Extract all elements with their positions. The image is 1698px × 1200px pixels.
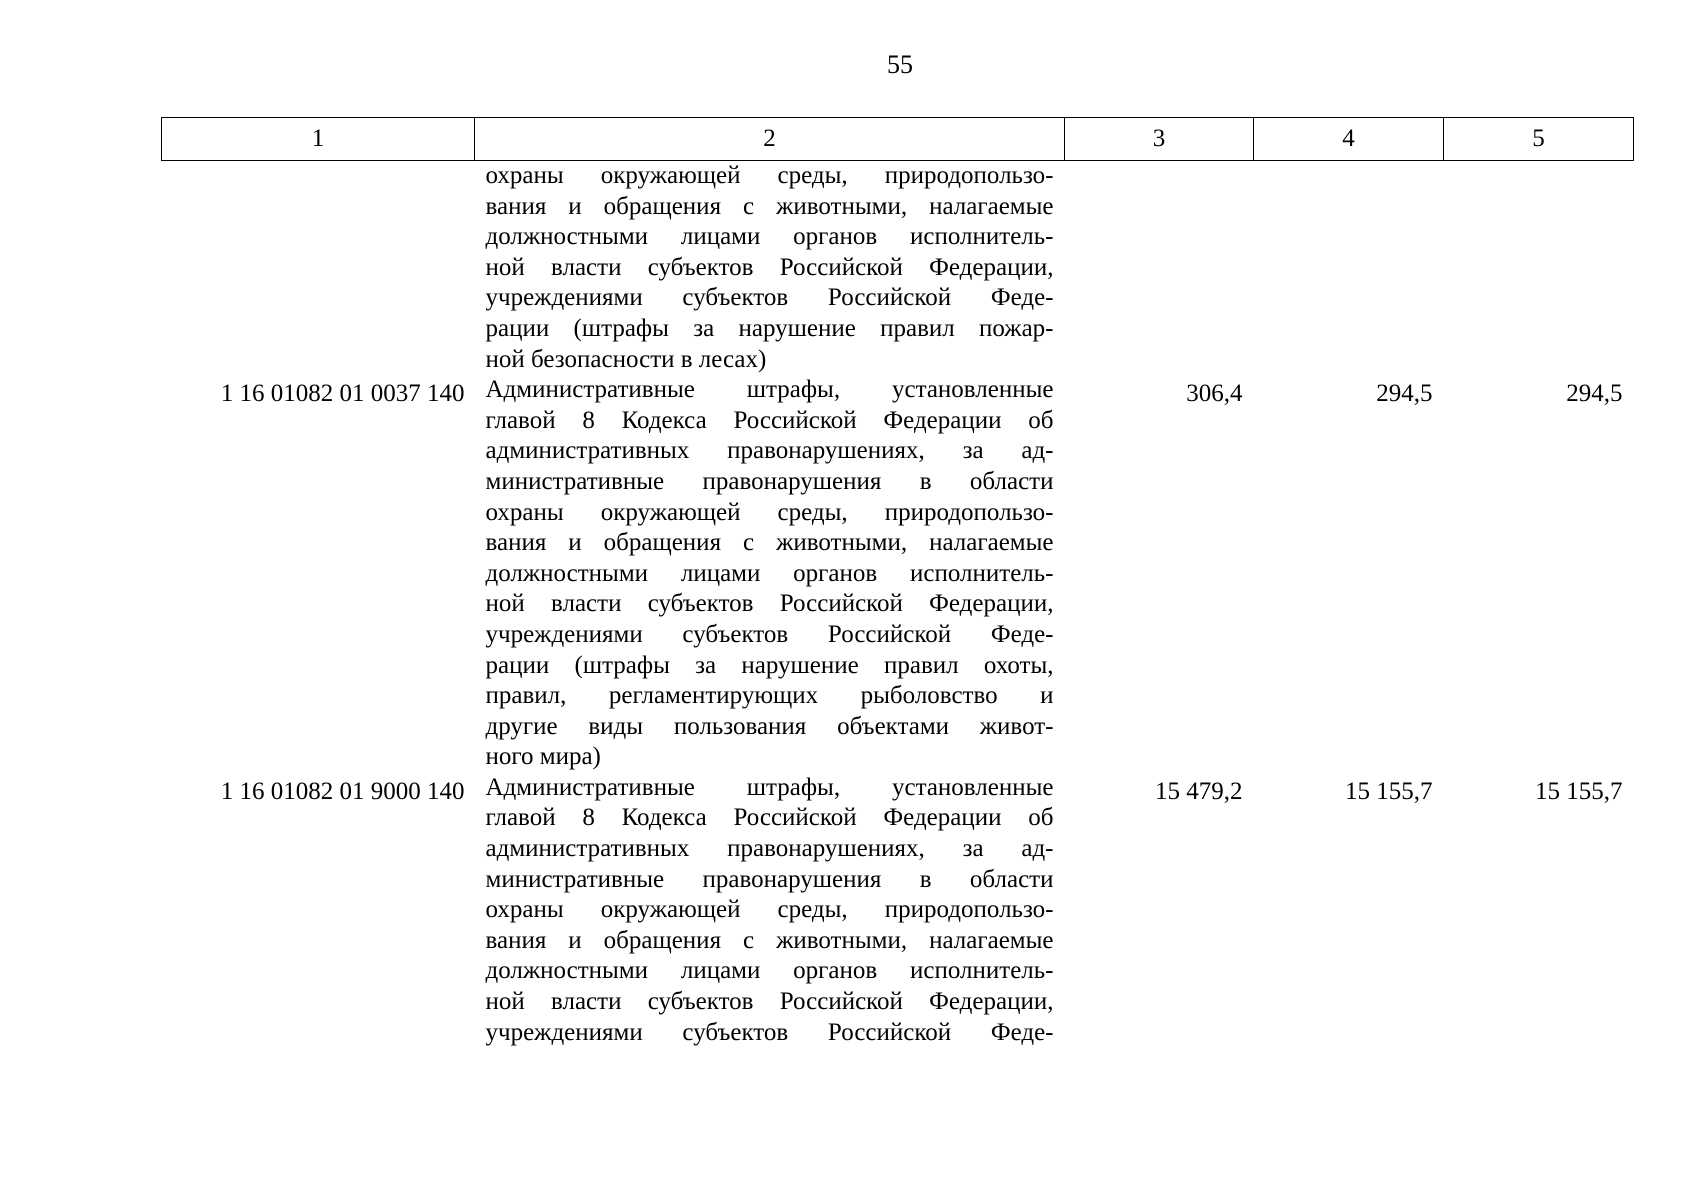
table-row [162, 773, 1634, 1048]
description-line: правил, регламентирующих рыболовство и [485, 682, 1054, 710]
description-line: рации (штрафы за нарушение правил охоты, [485, 651, 1054, 679]
description-line: главой 8 Кодекса Российской Федерации об [485, 804, 1054, 832]
value-col-5: 15 155,7 [1535, 777, 1623, 805]
budget-table [161, 117, 1634, 1048]
value-col-5 [1444, 161, 1634, 376]
value-col-3: 306,4 [1186, 380, 1243, 408]
header-row [162, 118, 1634, 161]
header-col-3: 3 [1065, 118, 1254, 161]
description-line: ного мира) [485, 743, 601, 771]
description-line: учреждениями субъектов Российской Феде- [485, 284, 1054, 312]
header-col-5: 5 [1444, 118, 1634, 161]
description-line: главой 8 Кодекса Российской Федерации об [485, 406, 1054, 434]
table-body [162, 161, 1634, 1049]
code-cell: 1 16 01082 01 9000 140 [220, 777, 465, 805]
description-line: административных правонарушениях, за ад- [485, 437, 1054, 465]
description-line: ной власти субъектов Российской Федерации, [485, 590, 1054, 618]
description-line: должностными лицами органов исполнитель- [485, 559, 1054, 587]
code-cell [162, 161, 475, 376]
description-line: другие виды пользования объектами живот- [485, 712, 1054, 740]
code-cell: 1 16 01082 01 0037 140 [220, 380, 465, 408]
description-line: должностными лицами органов исполнитель- [485, 223, 1054, 251]
page-number: 55 [887, 50, 913, 79]
value-col-4 [1254, 161, 1444, 376]
description-line: ной власти субъектов Российской Федерации, [485, 988, 1054, 1016]
header-col-2: 2 [475, 118, 1065, 161]
description-line: Административные штрафы, установленные [485, 773, 1054, 801]
description-line: вания и обращения с животными, налагаемые [485, 926, 1054, 954]
description-line: охраны окружающей среды, природопользо- [485, 162, 1054, 189]
description-line: охраны окружающей среды, природопользо- [485, 498, 1054, 526]
description-line: административных правонарушениях, за ад- [485, 835, 1054, 863]
description-line: ной власти субъектов Российской Федерации, [485, 253, 1054, 281]
description-line: вания и обращения с животными, налагаемые [485, 192, 1054, 220]
header-col-1: 1 [162, 118, 475, 161]
table-row [162, 161, 1634, 376]
table-row [162, 375, 1634, 773]
description-line: учреждениями субъектов Российской Феде- [485, 1018, 1054, 1046]
table-header [162, 118, 1634, 161]
description-line: вания и обращения с животными, налагаемые [485, 529, 1054, 557]
description-line: министративные правонарушения в области [485, 467, 1054, 495]
description-line: должностными лицами органов исполнитель- [485, 957, 1054, 985]
value-col-4: 294,5 [1376, 380, 1433, 408]
description-line: учреждениями субъектов Российской Феде- [485, 620, 1054, 648]
description-cell [475, 375, 1065, 773]
value-col-4: 15 155,7 [1345, 777, 1433, 805]
value-col-3: 15 479,2 [1155, 777, 1243, 805]
description-line: охраны окружающей среды, природопользо- [485, 896, 1054, 924]
value-col-5: 294,5 [1566, 380, 1623, 408]
value-col-3 [1065, 161, 1254, 376]
description-line: Административные штрафы, установленные [485, 376, 1054, 404]
description-line: рации (штрафы за нарушение правил пожар- [485, 314, 1054, 342]
description-line: министративные правонарушения в области [485, 865, 1054, 893]
description-cell [475, 773, 1065, 1048]
description-line: ной безопасности в лесах) [485, 345, 767, 373]
description-cell [475, 161, 1065, 376]
header-col-4: 4 [1254, 118, 1444, 161]
